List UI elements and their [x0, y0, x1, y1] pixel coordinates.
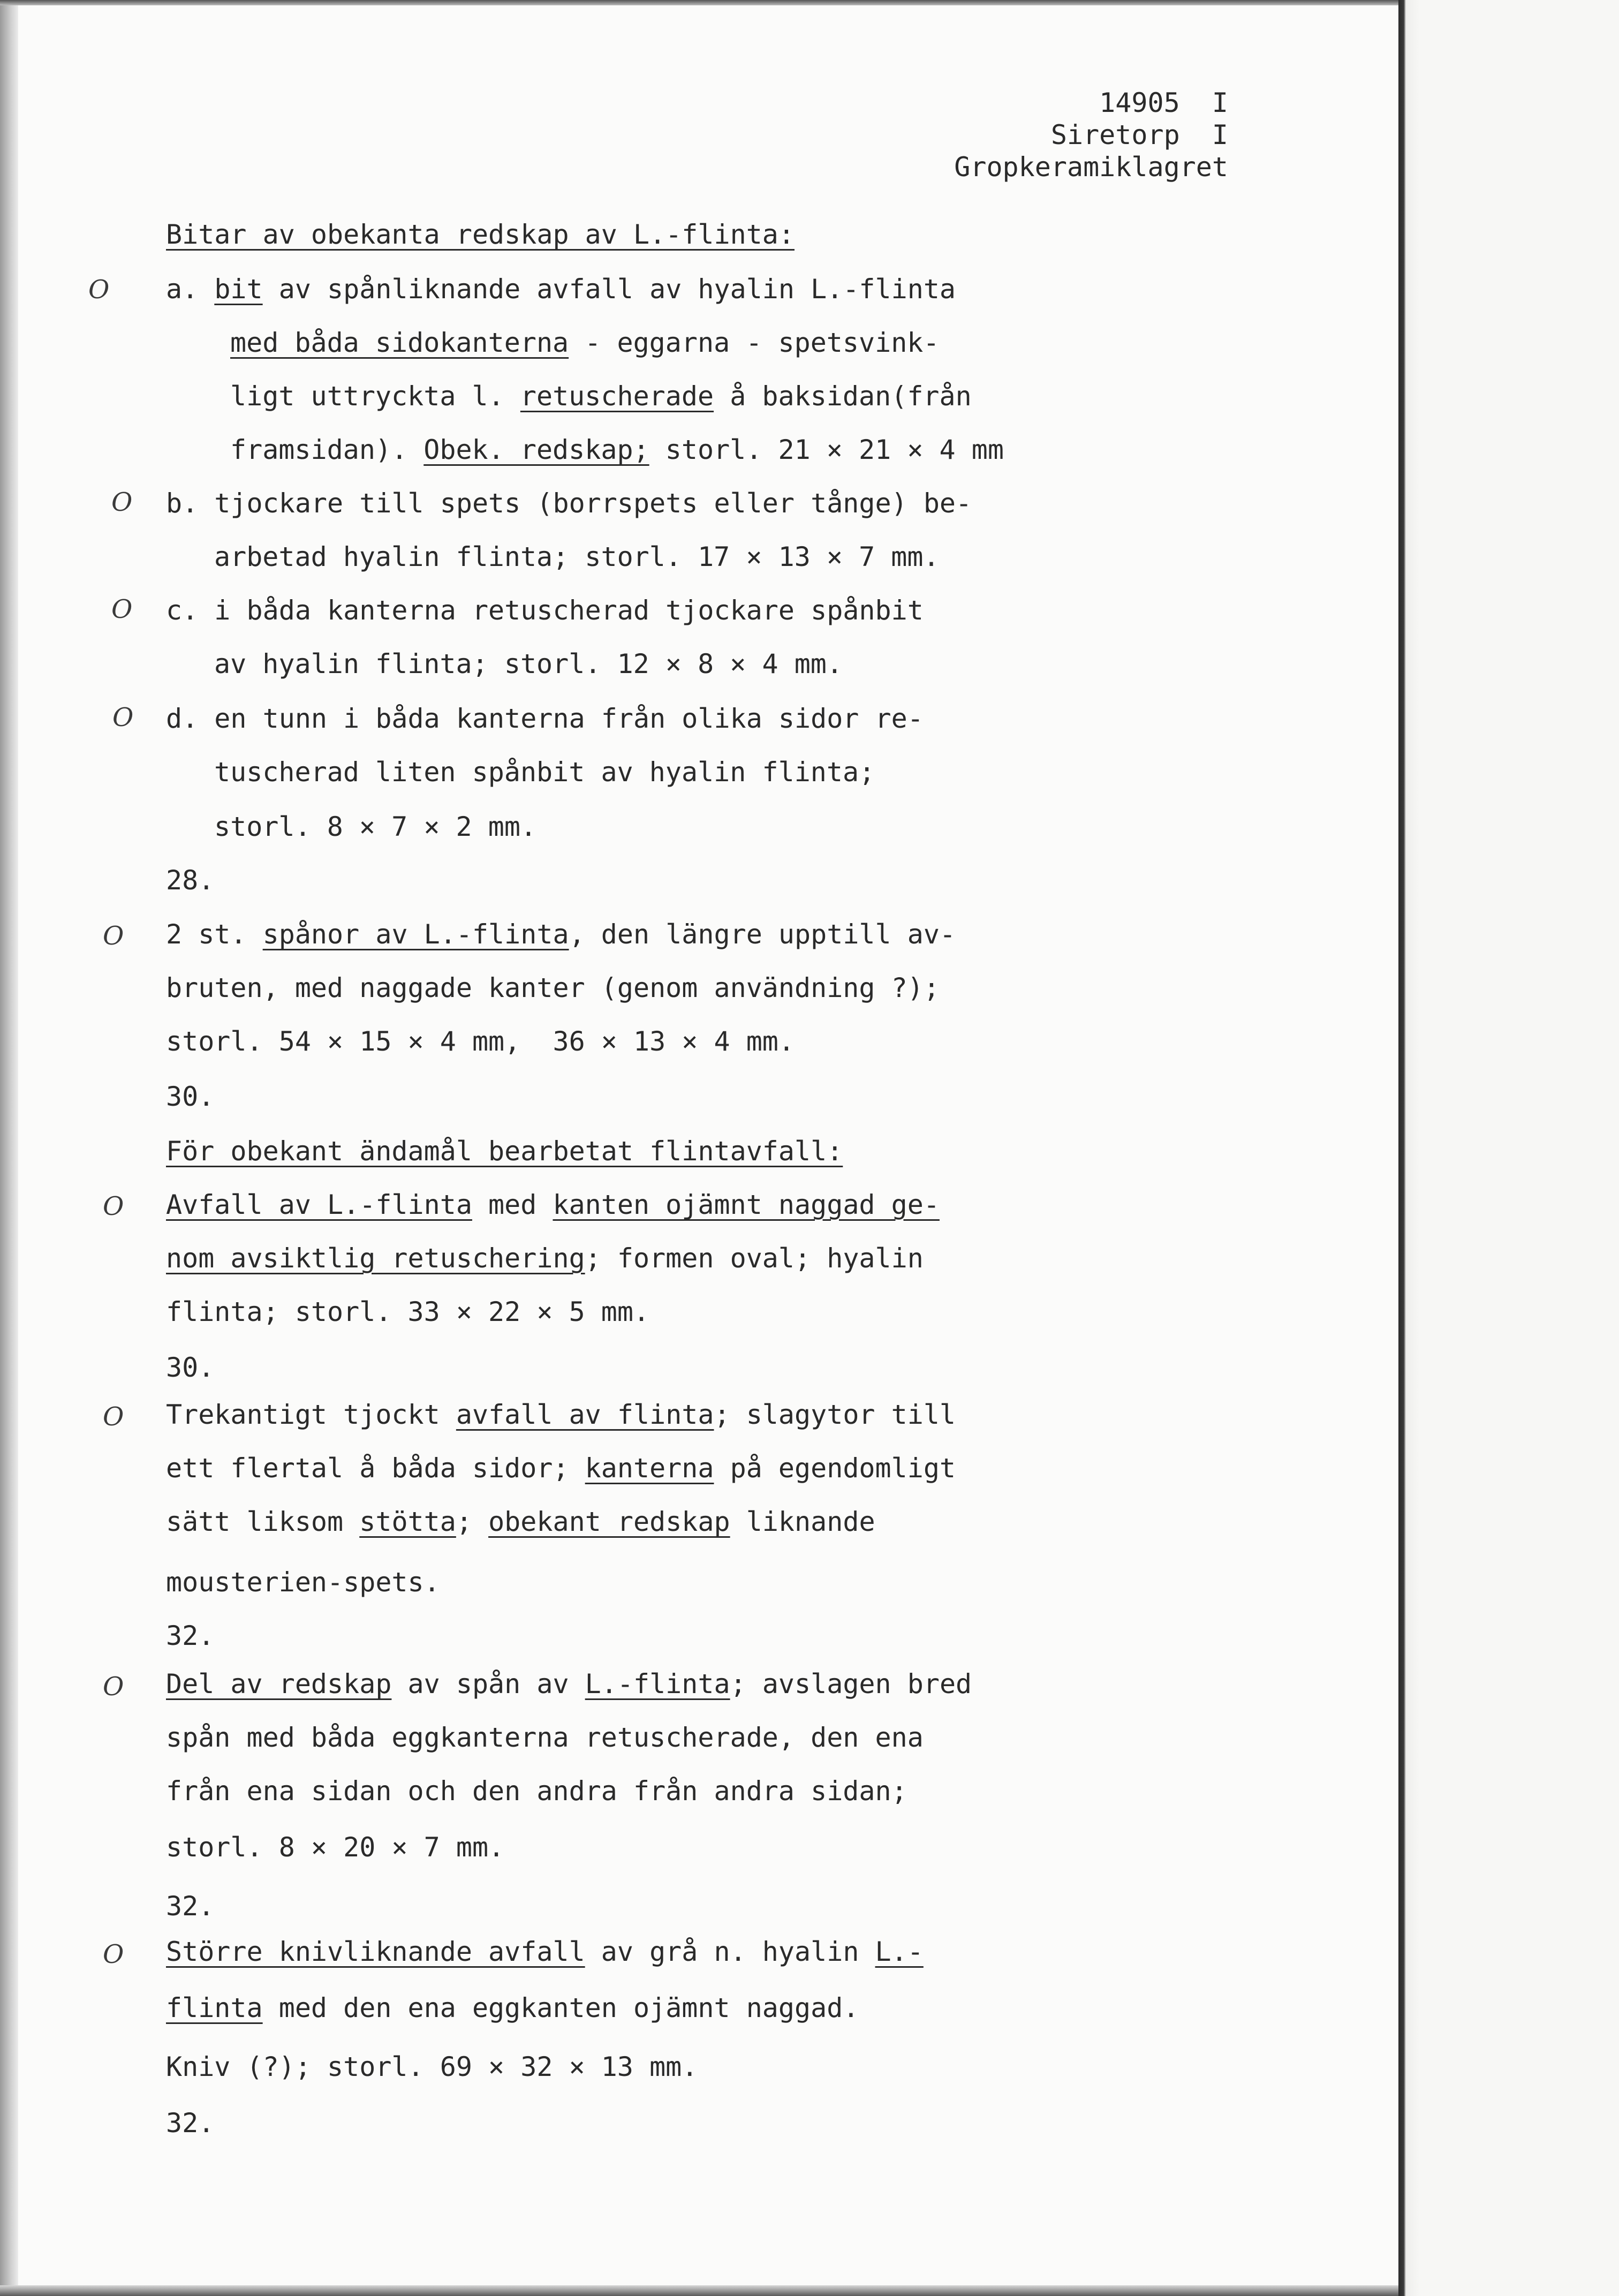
text-line: av hyalin flinta; storl. 12 × 8 × 4 mm.	[214, 648, 843, 679]
scan-left-edge	[0, 0, 18, 2296]
text-line: c. i båda kanterna retuscherad tjockare spånbit	[166, 595, 924, 626]
text-line: Del av redskap av spån av L.-flinta; avslagen bred	[166, 1668, 972, 1700]
margin-mark: O	[88, 275, 110, 305]
text-line: Trekantigt tjockt avfall av flinta; slagytor till	[166, 1399, 956, 1430]
scan-right-shadow	[1398, 0, 1619, 2296]
item-number: 28.	[166, 865, 215, 896]
item-number: 30.	[166, 1352, 215, 1383]
item-number: 32.	[166, 2108, 215, 2139]
text-line: tuscherad liten spånbit av hyalin flinta;	[214, 757, 875, 788]
catalog-number: 14905 I	[1099, 87, 1228, 118]
section-heading: Bitar av obekanta redskap av L.-flinta:	[166, 219, 795, 250]
site-name: Siretorp I	[1050, 119, 1228, 150]
section-heading: För obekant ändamål bearbetat flintavfall:	[166, 1136, 843, 1167]
text-line: arbetad hyalin flinta; storl. 17 × 13 × 7 mm.	[214, 541, 940, 572]
scan-top-edge	[0, 0, 1398, 5]
text-line: a. bit av spånliknande avfall av hyalin L.-flinta	[166, 274, 956, 305]
margin-mark: O	[111, 594, 133, 624]
text-line: med båda sidokanterna - eggarna - spetsvink-	[230, 327, 940, 358]
item-number: 32.	[166, 1891, 215, 1922]
scan-bottom-edge	[0, 2285, 1398, 2296]
text-line: nom avsiktlig retuschering; formen oval; hyalin	[166, 1243, 924, 1274]
text-line: b. tjockare till spets (borrspets eller tånge) be-	[166, 488, 972, 519]
text-line: storl. 8 × 7 × 2 mm.	[214, 811, 537, 842]
text-line: flinta med den ena eggkanten ojämnt naggad.	[166, 1992, 859, 2023]
item-number: 30.	[166, 1081, 215, 1112]
text-line: storl. 8 × 20 × 7 mm.	[166, 1832, 505, 1863]
text-line: sätt liksom stötta; obekant redskap liknande	[166, 1506, 875, 1537]
margin-mark: O	[103, 1191, 124, 1221]
margin-mark: O	[103, 1672, 124, 1702]
margin-mark: O	[103, 1402, 124, 1432]
text-line: ett flertal å båda sidor; kanterna på egendomligt	[166, 1453, 956, 1484]
margin-mark: O	[103, 1939, 124, 1969]
text-line: bruten, med naggade kanter (genom användning ?);	[166, 972, 940, 1003]
text-line: framsidan). Obek. redskap; storl. 21 × 21 × 4 mm	[230, 434, 1004, 465]
text-line: Kniv (?); storl. 69 × 32 × 13 mm.	[166, 2051, 698, 2082]
text-line: storl. 54 × 15 × 4 mm, 36 × 13 × 4 mm.	[166, 1026, 795, 1057]
text-line: flinta; storl. 33 × 22 × 5 mm.	[166, 1296, 650, 1327]
margin-mark: O	[111, 487, 133, 517]
text-line: Större knivliknande avfall av grå n. hyalin L.-	[166, 1936, 924, 1967]
text-line: från ena sidan och den andra från andra sidan;	[166, 1776, 907, 1807]
margin-mark: O	[112, 703, 134, 732]
text-line: mousterien-spets.	[166, 1567, 440, 1598]
catalog-header	[954, 87, 1228, 183]
text-line: spån med båda eggkanterna retuscherade, den ena	[166, 1722, 924, 1753]
margin-mark: O	[103, 921, 124, 951]
item-number: 32.	[166, 1620, 215, 1651]
text-line: Avfall av L.-flinta med kanten ojämnt naggad ge-	[166, 1189, 940, 1220]
text-line: ligt uttryckta l. retuscherade å baksidan(från	[230, 381, 972, 412]
text-line: d. en tunn i båda kanterna från olika sidor re-	[166, 703, 924, 734]
layer-name: Gropkeramiklagret	[954, 152, 1228, 183]
text-line: 2 st. spånor av L.-flinta, den längre upptill av-	[166, 919, 956, 950]
